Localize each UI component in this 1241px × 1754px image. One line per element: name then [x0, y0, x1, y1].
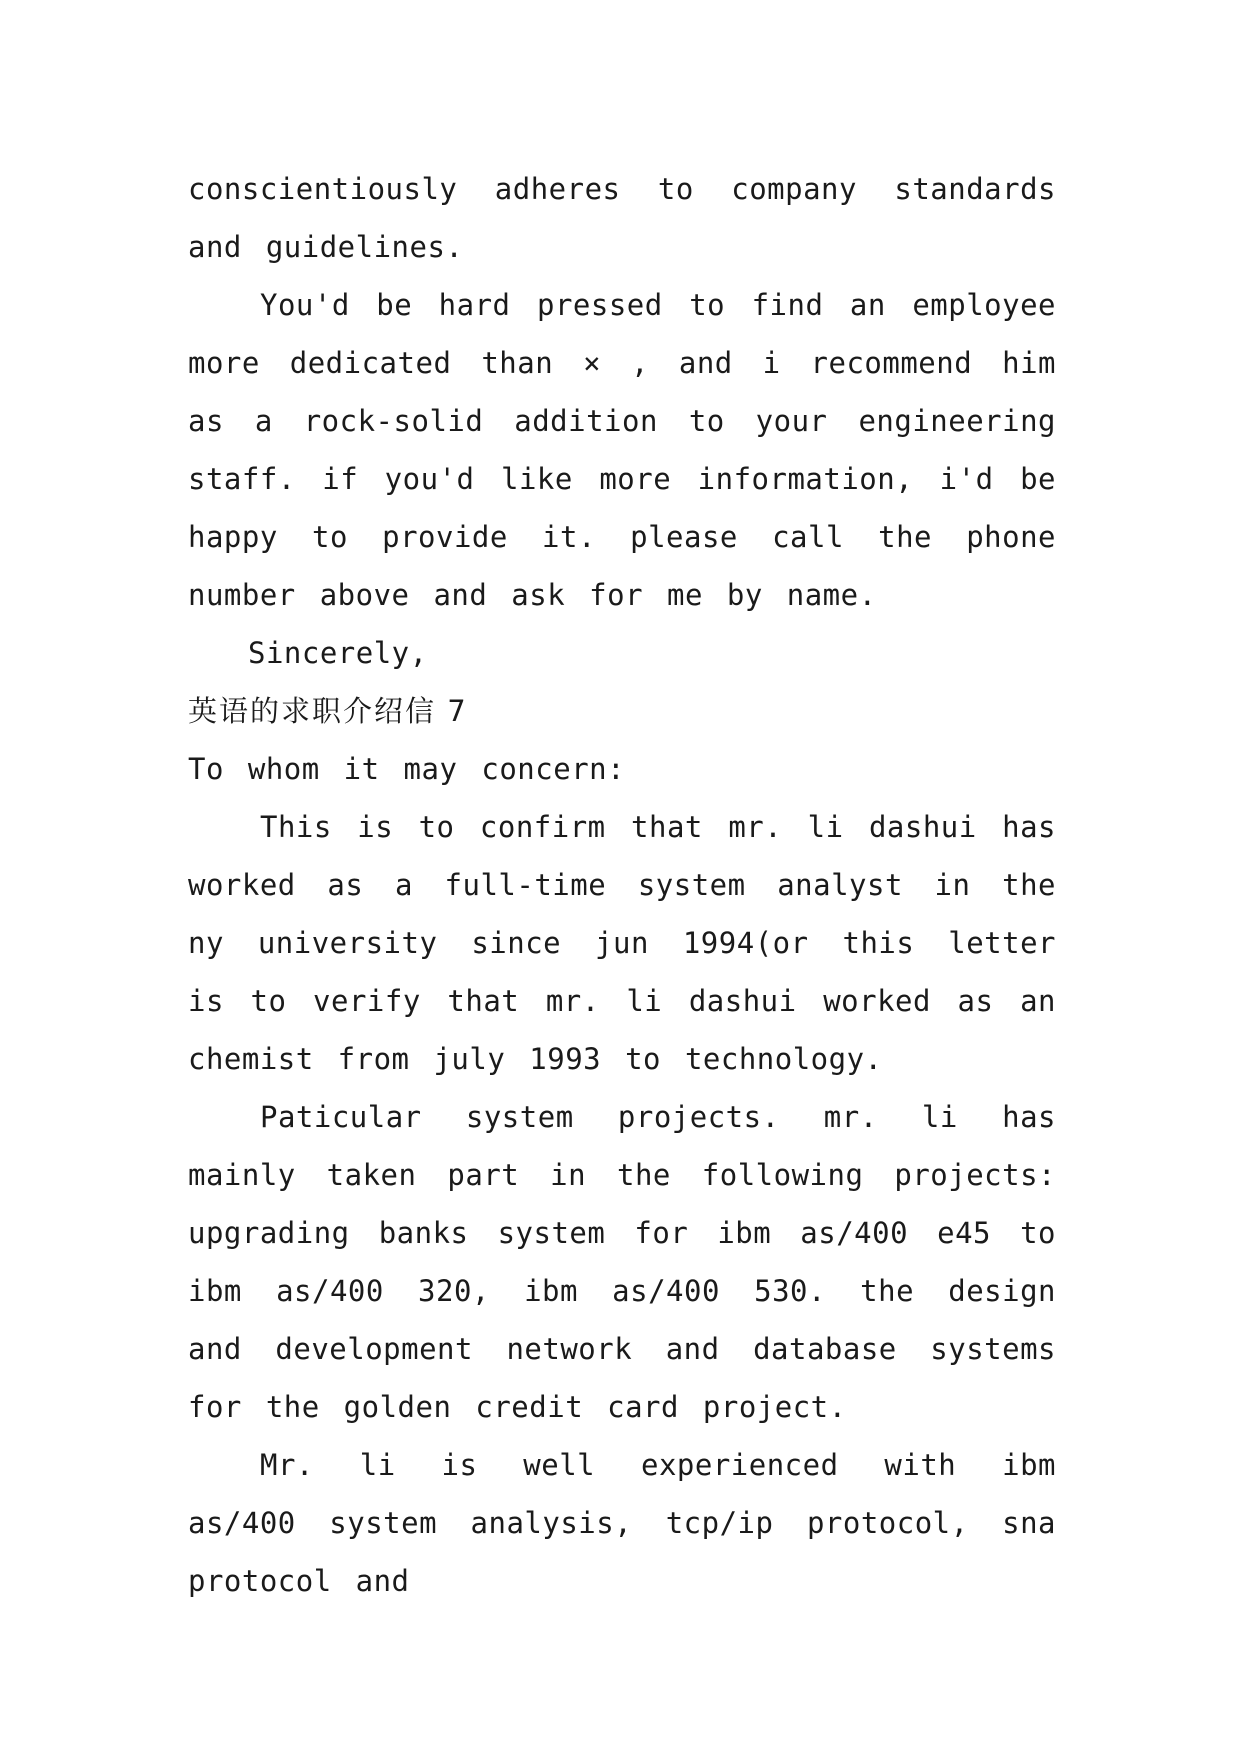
paragraph-confirmation: This is to confirm that mr. li dashui has worked as a full-time system analyst in the ny university since jun 1994(or this letter is to verify that mr. li dashui worked as an chemist from july 1993 to technology.	[188, 810, 1056, 1076]
section-heading: 英语的求职介绍信 7	[188, 694, 468, 728]
paragraph-projects: Paticular system projects. mr. li has mainly taken part in the following projects: upgrading banks system for ibm as/400 e45 to ibm as/400 320, ibm as/400 530. the design and development network and database systems for the golden credit card project.	[188, 1100, 1056, 1424]
signoff: Sincerely,	[248, 636, 428, 670]
letter-body	[188, 160, 1056, 1610]
paragraph-closing-standards: conscientiously adheres to company standards and guidelines.	[188, 172, 1056, 264]
paragraph-experience: Mr. li is well experienced with ibm as/400 system analysis, tcp/ip protocol, sna protocol and	[188, 1448, 1056, 1598]
paragraph-recommendation: You'd be hard pressed to find an employee more dedicated than × , and i recommend him as a rock-solid addition to your engineering staff. if you'd like more information, i'd be happy to provide it. please call the phone number above and ask for me by name.	[188, 288, 1056, 612]
salutation-greeting: To whom it may concern:	[188, 752, 626, 786]
